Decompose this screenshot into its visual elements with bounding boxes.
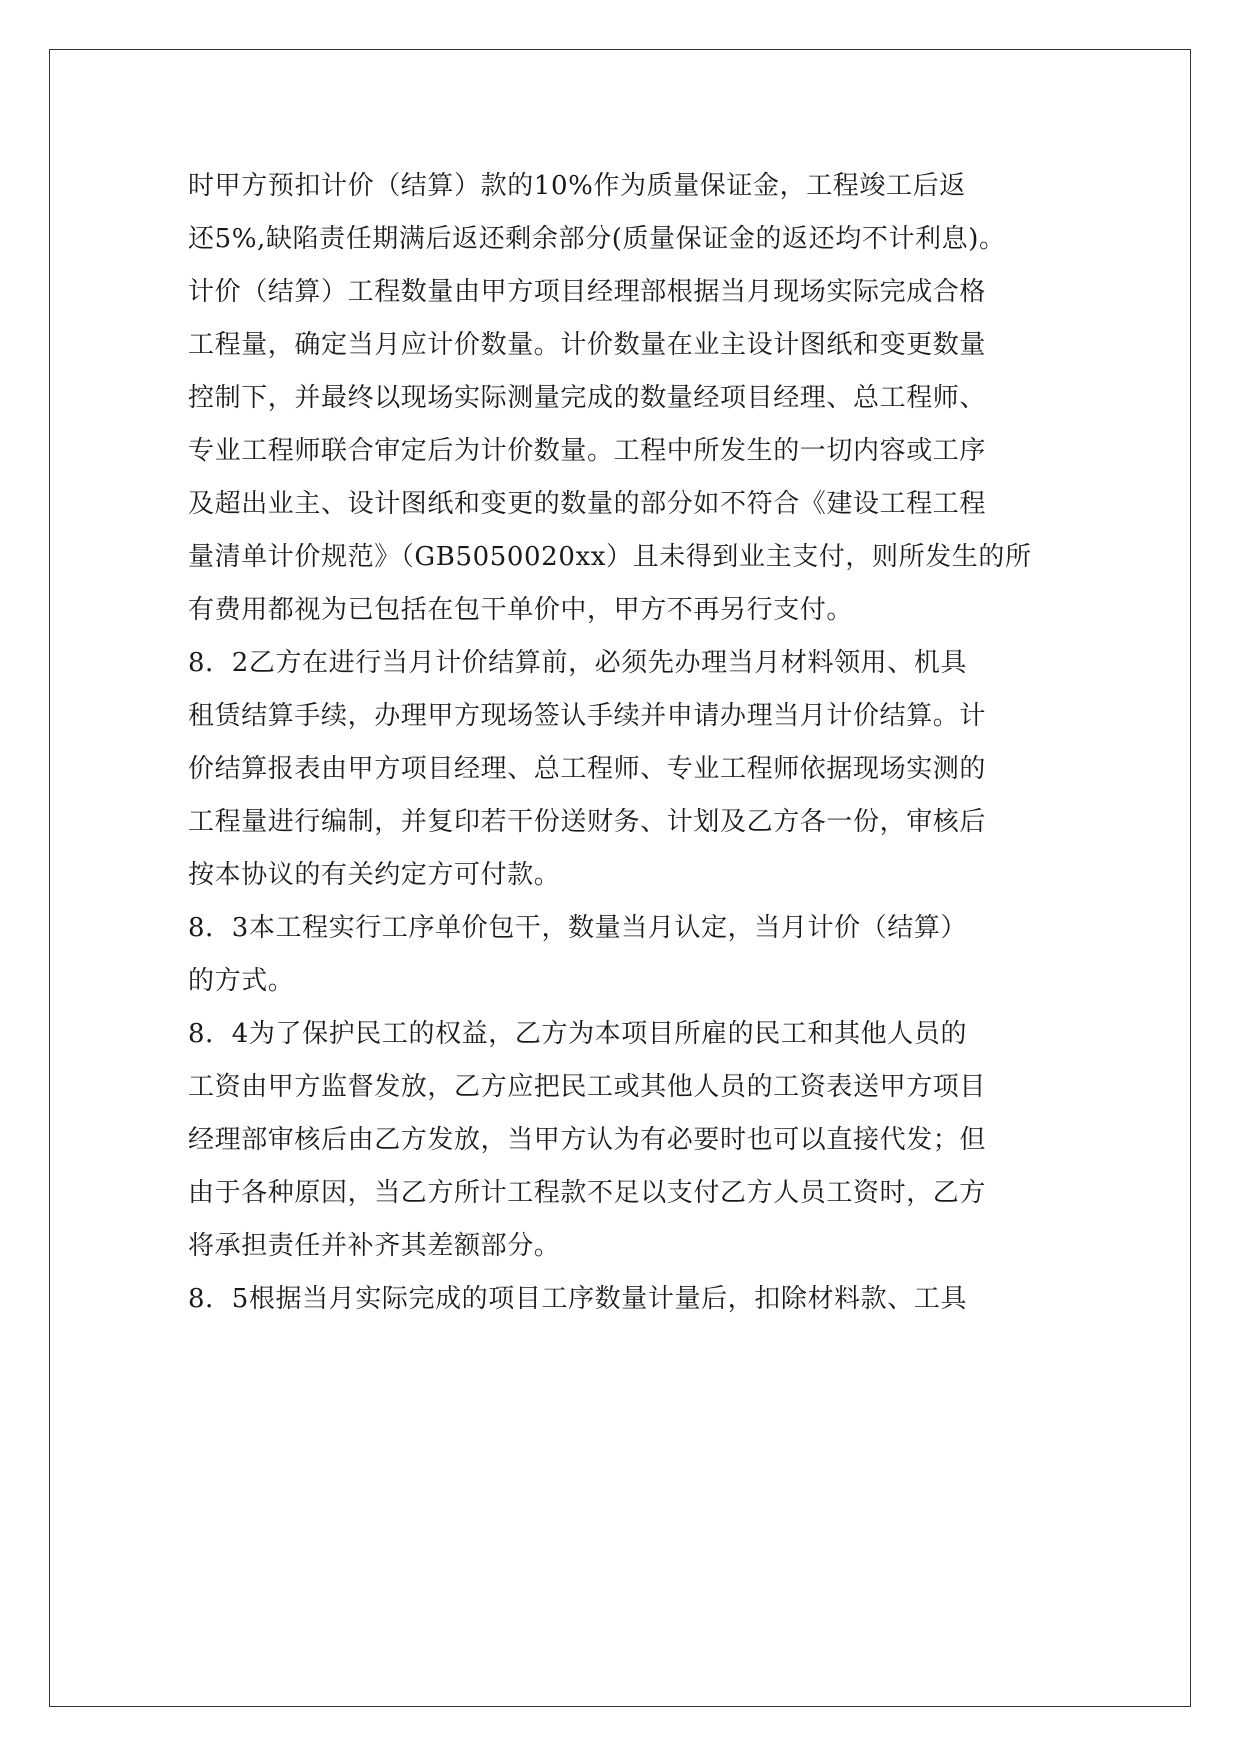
text-line: 工程量，确定当月应计价数量。计价数量在业主设计图纸和变更数量 (188, 330, 987, 360)
text-line: 有费用都视为已包括在包干单价中，甲方不再另行支付。 (188, 595, 854, 625)
text-line: 及超出业主、设计图纸和变更的数量的部分如不符合《建设工程工程 (188, 489, 987, 519)
clause-8-4: 8．4为了保护民工的权益，乙方为本项目所雇的民工和其他人员的 (188, 1019, 968, 1049)
text-line: 由于各种原因，当乙方所计工程款不足以支付乙方人员工资时，乙方 (188, 1178, 987, 1208)
text-line: 专业工程师联合审定后为计价数量。工程中所发生的一切内容或工序 (188, 436, 987, 466)
text-line: 工程量进行编制，并复印若干份送财务、计划及乙方各一份，审核后 (188, 807, 987, 837)
text-line: 计价（结算）工程数量由甲方项目经理部根据当月现场实际完成合格 (188, 277, 987, 307)
text-line: 经理部审核后由乙方发放，当甲方认为有必要时也可以直接代发；但 (188, 1125, 987, 1155)
text-line: 价结算报表由甲方项目经理、总工程师、专业工程师依据现场实测的 (188, 754, 987, 784)
clause-8-2: 8．2乙方在进行当月计价结算前，必须先办理当月材料领用、机具 (188, 648, 968, 678)
document-body (188, 160, 1108, 1326)
text-line: 控制下，并最终以现场实际测量完成的数量经项目经理、总工程师、 (188, 383, 987, 413)
text-line: 还5%,缺陷责任期满后返还剩余部分(质量保证金的返还均不计利息)。 (188, 224, 1006, 254)
clause-8-5: 8．5根据当月实际完成的项目工序数量计量后，扣除材料款、工具 (188, 1284, 968, 1314)
text-line: 将承担责任并补齐其差额部分。 (188, 1231, 561, 1261)
text-line: 按本协议的有关约定方可付款。 (188, 860, 561, 890)
text-line: 工资由甲方监督发放，乙方应把民工或其他人员的工资表送甲方项目 (188, 1072, 987, 1102)
text-line: 租赁结算手续，办理甲方现场签认手续并申请办理当月计价结算。计 (188, 701, 987, 731)
text-line: 时甲方预扣计价（结算）款的10%作为质量保证金，工程竣工后返 (188, 171, 966, 201)
clause-8-3: 8．3本工程实行工序单价包干，数量当月认定，当月计价（结算） (188, 913, 968, 943)
text-line: 量清单计价规范》（GB5050020xx）且未得到业主支付，则所发生的所 (188, 542, 1032, 572)
text-line: 的方式。 (188, 966, 295, 996)
